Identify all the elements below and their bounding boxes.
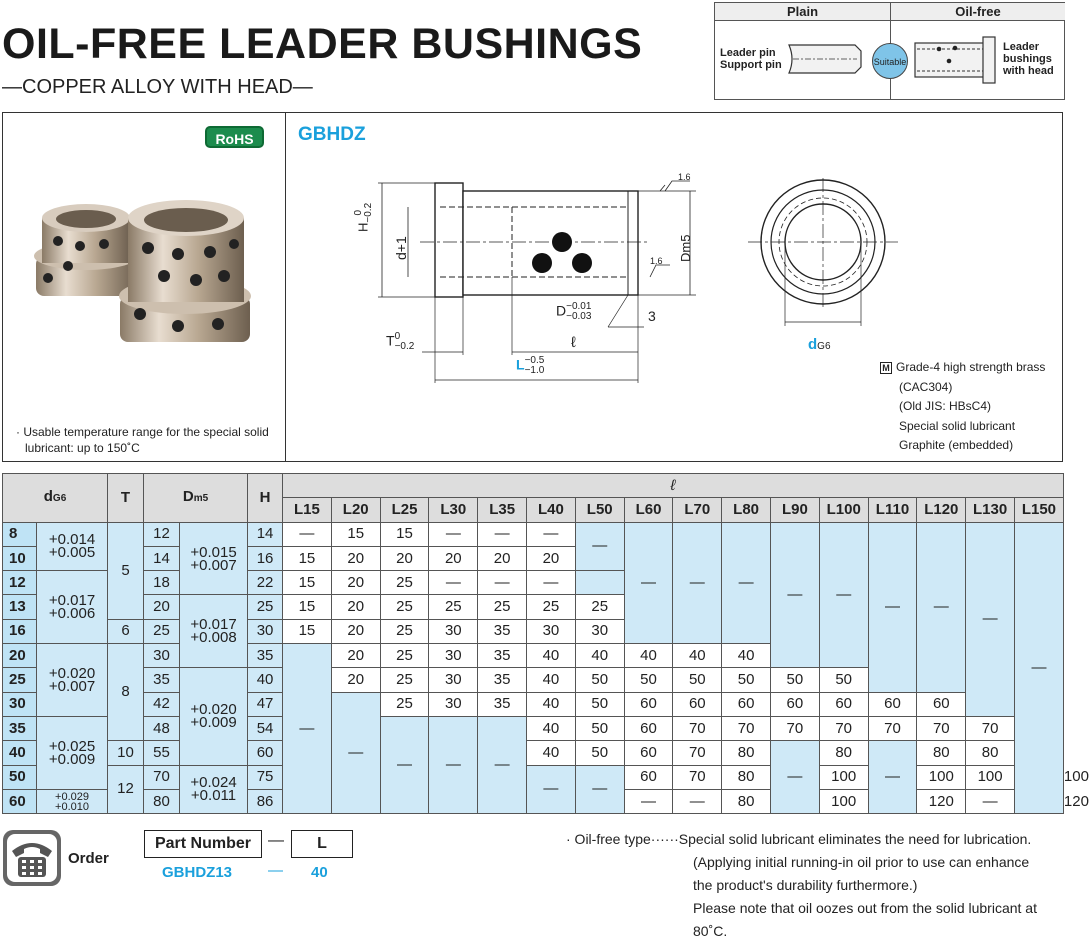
header-l-0: L15: [283, 498, 332, 522]
t-value: 6: [108, 619, 144, 643]
dm5-dim-label: Dm5: [678, 234, 693, 262]
l-cell: 25: [380, 619, 429, 643]
dm5-value: 18: [144, 571, 180, 595]
header-l-12: L110: [868, 498, 917, 522]
l-cell: 25: [380, 595, 429, 619]
table-row: [3, 522, 1064, 546]
l-cell: 30: [429, 692, 478, 716]
l-cell: —: [1014, 522, 1063, 814]
l-cell: 70: [966, 716, 1015, 740]
dm5-value: 12: [144, 522, 180, 546]
l-value: 40: [311, 864, 328, 881]
l-cell: 60: [771, 692, 820, 716]
l-cell: 15: [331, 522, 380, 546]
h-value: 25: [248, 595, 283, 619]
table-row: 60 +0.029 +0.010 80 86 — — 80 100 120 — 120: [3, 789, 1064, 813]
l-cell: 40: [527, 741, 576, 765]
dm5-tolerance: +0.017 +0.008: [180, 595, 248, 668]
l-header: L: [291, 830, 353, 858]
l-cell: 80: [722, 741, 771, 765]
l-cell: 60: [673, 692, 722, 716]
l-cell: 80: [819, 741, 868, 765]
l-cell: 100: [819, 789, 868, 813]
l-cell: —: [429, 522, 478, 546]
l-cell: [575, 571, 624, 595]
header-l-10: L90: [771, 498, 820, 522]
dm5-value: 42: [144, 692, 180, 716]
oil-note-line-2: (Applying initial running-in oil prior to use can enhance: [693, 854, 1030, 870]
material-line-4: Special solid lubricant: [899, 418, 1016, 433]
header-dg6: dG6: [3, 474, 108, 523]
l-cell: —: [673, 789, 722, 813]
l-cell: —: [624, 789, 673, 813]
oilfree-label-2: bushings: [1003, 53, 1052, 65]
material-line-1: M Grade-4 high strength brass: [880, 358, 1045, 378]
l-cell: 40: [527, 668, 576, 692]
d-value: 13: [3, 595, 37, 619]
d-value: 30: [3, 692, 37, 716]
l-cell: 20: [527, 546, 576, 570]
l-cell: 120: [917, 789, 966, 813]
l-cell: 20: [331, 546, 380, 570]
l-cell: 80: [966, 741, 1015, 765]
l-cell: —: [429, 716, 478, 813]
h-value: 14: [248, 522, 283, 546]
plain-header: Plain: [715, 3, 891, 21]
product-photo: [28, 196, 256, 356]
d-dim-label: D −0.01 −0.03: [556, 301, 592, 322]
d-value: 50: [3, 765, 37, 789]
l-cell: —: [283, 644, 332, 814]
d1-dim-label: d+1: [393, 236, 409, 260]
usable-note-line-1: · Usable temperature range for the special solid: [16, 425, 269, 439]
l-cell: —: [771, 741, 820, 814]
l-cell: 60: [624, 692, 673, 716]
d-value: 40: [3, 741, 37, 765]
dm5-value: 14: [144, 546, 180, 570]
dm5-value: 70: [144, 765, 180, 789]
l-cell: 50: [624, 668, 673, 692]
d-value: 8: [3, 522, 37, 546]
usable-note-line-2: lubricant: up to 150˚C: [25, 441, 140, 455]
material-m-icon: M: [880, 362, 892, 374]
l-cell: 40: [527, 692, 576, 716]
l-cell: 70: [673, 741, 722, 765]
d-value: 60: [3, 789, 37, 813]
oil-free-note: [566, 828, 1066, 943]
rohs-badge: RoHS: [205, 126, 264, 148]
d-value: 20: [3, 644, 37, 668]
l-cell: 60: [624, 716, 673, 740]
roughness-label-1: 1.6: [678, 172, 691, 182]
order-dash-2: —: [268, 862, 283, 879]
header-l-6: L50: [575, 498, 624, 522]
bushing-icon: [913, 35, 999, 85]
l-cell: 20: [429, 546, 478, 570]
header-l-4: L35: [478, 498, 527, 522]
oilfree-label-1: Leader: [1003, 41, 1040, 53]
part-number-header: Part Number: [144, 830, 262, 858]
header-l-3: L30: [429, 498, 478, 522]
dm5-value: 35: [144, 668, 180, 692]
l-cell: 30: [527, 619, 576, 643]
order-dash-1: —: [268, 832, 284, 849]
order-label: Order: [68, 850, 109, 867]
material-line-2: (CAC304): [899, 379, 953, 394]
dm5-value: 25: [144, 619, 180, 643]
l-cell: 40: [673, 644, 722, 668]
l-cell: 20: [331, 644, 380, 668]
material-line-5: Graphite (embedded): [899, 438, 1014, 452]
l-cell: 50: [819, 668, 868, 692]
l-cell: 100: [819, 765, 868, 789]
l-cell: 60: [917, 692, 966, 716]
l-cell: 100: [917, 765, 966, 789]
l-cell: —: [527, 765, 576, 814]
l-cell: 80: [722, 765, 771, 789]
l-cell: —: [771, 522, 820, 668]
l-cell: —: [283, 522, 332, 546]
pin-icon: [785, 39, 865, 79]
material-note: [880, 358, 1045, 456]
dm5-tolerance: +0.024 +0.011: [180, 765, 248, 814]
l-cell: 30: [429, 644, 478, 668]
t-value: 8: [108, 644, 144, 741]
d-value: 10: [3, 546, 37, 570]
oil-note-line-1: · Oil-free type······Special solid lubricant eliminates the need for lubrication.: [566, 831, 1032, 847]
h-value: 86: [248, 789, 283, 813]
l-cell: 50: [673, 668, 722, 692]
l-cell: —: [478, 522, 527, 546]
l-cell: 25: [429, 595, 478, 619]
d-value: 25: [3, 668, 37, 692]
l-cell: 40: [527, 716, 576, 740]
l-cell: 25: [380, 644, 429, 668]
l-cell: 50: [722, 668, 771, 692]
l-cell: 20: [380, 546, 429, 570]
l-cell: 25: [380, 692, 429, 716]
h-value: 16: [248, 546, 283, 570]
l-cell: 40: [527, 644, 576, 668]
h-value: 54: [248, 716, 283, 740]
l-cell: 80: [917, 741, 966, 765]
l-cell: —: [527, 571, 576, 595]
l-cell: —: [380, 716, 429, 813]
l-cell: 35: [478, 692, 527, 716]
l-cell: 60: [819, 692, 868, 716]
l-cell: —: [478, 716, 527, 813]
l-cell: 25: [575, 595, 624, 619]
table-row: 50 12 70 +0.024 +0.011 75 — — 60 70 80 100 100 100 100: [3, 765, 1064, 789]
l-cell: 40: [722, 644, 771, 668]
l-cell: 70: [771, 716, 820, 740]
page-title: OIL-FREE LEADER BUSHINGS: [2, 20, 643, 68]
l-cell: —: [819, 522, 868, 668]
l-cell: 25: [380, 668, 429, 692]
oilfree-header: Oil-free: [891, 3, 1065, 21]
phone-order-icon: [2, 829, 62, 887]
l-cell: 35: [478, 668, 527, 692]
l-cell: 50: [575, 716, 624, 740]
l-dim-label: L −0.5 −1.0: [516, 355, 545, 376]
h-value: 47: [248, 692, 283, 716]
l-cell: —: [575, 522, 624, 571]
l-cell: 100: [966, 765, 1015, 789]
l-cell: 15: [283, 595, 332, 619]
l-cell: 60: [722, 692, 771, 716]
spec-table: [2, 473, 1089, 814]
l-cell: —: [917, 522, 966, 692]
d-tolerance: +0.020 +0.007: [37, 644, 108, 717]
l-cell: 20: [331, 595, 380, 619]
h-value: 22: [248, 571, 283, 595]
l-cell: —: [478, 571, 527, 595]
header-l-11: L100: [819, 498, 868, 522]
h-dim-label: H 0 −0.2: [353, 202, 374, 232]
l-cell: 15: [283, 571, 332, 595]
dm5-tolerance: +0.015 +0.007: [180, 522, 248, 595]
l-cell: 70: [722, 716, 771, 740]
dm5-tolerance: +0.020 +0.009: [180, 668, 248, 765]
h-value: 35: [248, 644, 283, 668]
l-cell: —: [575, 765, 624, 814]
plain-label-leader-pin: Leader pin: [720, 47, 776, 59]
table-row: [3, 741, 1064, 765]
l-cell: —: [868, 741, 917, 814]
d-tolerance: +0.025 +0.009: [37, 716, 108, 789]
l-cell: 60: [868, 692, 917, 716]
h-value: 75: [248, 765, 283, 789]
l-cell: 30: [575, 619, 624, 643]
l-cell: —: [966, 789, 1015, 813]
l-cell: —: [624, 522, 673, 643]
header-l-8: L70: [673, 498, 722, 522]
oilfree-label-3: with head: [1003, 65, 1054, 77]
l-cell: —: [673, 522, 722, 643]
d-tolerance: +0.017 +0.006: [37, 571, 108, 644]
d-value: 12: [3, 571, 37, 595]
t-value: 12: [108, 765, 144, 814]
dm5-value: 20: [144, 595, 180, 619]
header-l-15: L150: [1014, 498, 1063, 522]
h-value: 30: [248, 619, 283, 643]
ell-dim-label: ℓ: [571, 334, 576, 351]
header-l-14: L130: [966, 498, 1015, 522]
dm5-value: 30: [144, 644, 180, 668]
suitable-badge: Suitable: [872, 43, 908, 79]
l-cell: 70: [673, 716, 722, 740]
figure-divider: [285, 112, 286, 462]
usable-temp-note: [16, 424, 286, 456]
l-cell: 70: [917, 716, 966, 740]
l-cell: 40: [575, 644, 624, 668]
t-value: 5: [108, 522, 144, 619]
roughness-label-2: 1.6: [650, 256, 663, 266]
h-value: 40: [248, 668, 283, 692]
chamfer-dim-label: 3: [648, 308, 656, 324]
l-cell: 70: [868, 716, 917, 740]
l-cell: 60: [624, 741, 673, 765]
material-line-3: (Old JIS: HBsC4): [899, 399, 992, 413]
d-tolerance: +0.014 +0.005: [37, 522, 108, 571]
compatibility-box: [714, 2, 1065, 100]
l-cell: 50: [575, 692, 624, 716]
header-t: T: [108, 474, 144, 523]
l-cell: 35: [478, 644, 527, 668]
h-value: 60: [248, 741, 283, 765]
l-cell: 70: [819, 716, 868, 740]
l-cell: 50: [575, 668, 624, 692]
l-cell: 35: [478, 619, 527, 643]
l-cell: 20: [331, 571, 380, 595]
l-cell: 15: [380, 522, 429, 546]
table-row: [3, 692, 1064, 716]
header-l-1: L20: [331, 498, 380, 522]
plain-label-support-pin: Support pin: [720, 59, 782, 71]
l-cell: 30: [429, 668, 478, 692]
header-l-9: L80: [722, 498, 771, 522]
l-cell: 20: [331, 668, 380, 692]
l-cell: 25: [478, 595, 527, 619]
l-cell: 50: [771, 668, 820, 692]
model-code: GBHDZ: [298, 124, 366, 145]
l-cell: —: [527, 522, 576, 546]
l-cell: 70: [673, 765, 722, 789]
header-l-7: L60: [624, 498, 673, 522]
l-cell: 20: [478, 546, 527, 570]
l-cell: —: [429, 571, 478, 595]
header-l-2: L25: [380, 498, 429, 522]
header-ell: ℓ: [283, 474, 1064, 498]
l-cell: —: [331, 692, 380, 813]
page-subtitle: —COPPER ALLOY WITH HEAD—: [2, 76, 313, 98]
l-cell: 80: [722, 789, 771, 813]
l-cell: 25: [380, 571, 429, 595]
header-h: H: [248, 474, 283, 523]
dm5-value: 80: [144, 789, 180, 813]
dg6-label: dG6: [808, 336, 831, 353]
l-cell: —: [868, 522, 917, 692]
l-cell: —: [966, 522, 1015, 716]
header-l-13: L120: [917, 498, 966, 522]
l-cell: 25: [527, 595, 576, 619]
header-dm5: Dm5: [144, 474, 248, 523]
table-row: [3, 716, 1064, 740]
part-number-value: GBHDZ13: [162, 864, 233, 881]
l-cell: 30: [429, 619, 478, 643]
l-cell: —: [722, 522, 771, 643]
l-cell: 15: [283, 546, 332, 570]
d-tolerance: +0.029 +0.010: [37, 789, 108, 813]
l-cell: 20: [331, 619, 380, 643]
d-value: 35: [3, 716, 37, 740]
t-dim-label: T 0 −0.2: [386, 331, 415, 352]
dm5-value: 48: [144, 716, 180, 740]
l-cell: 60: [624, 765, 673, 789]
header-l-5: L40: [527, 498, 576, 522]
l-cell: 15: [283, 619, 332, 643]
oil-note-line-5: 80˚C.: [693, 923, 728, 939]
oil-note-line-4: Please note that oil oozes out from the solid lubricant at: [693, 900, 1037, 916]
t-value: 10: [108, 741, 144, 765]
l-cell: 50: [575, 741, 624, 765]
dm5-value: 55: [144, 741, 180, 765]
l-cell: 40: [624, 644, 673, 668]
oil-note-line-3: the product's durability furthermore.): [693, 877, 918, 893]
end-view-drawing: [748, 178, 898, 328]
d-value: 16: [3, 619, 37, 643]
